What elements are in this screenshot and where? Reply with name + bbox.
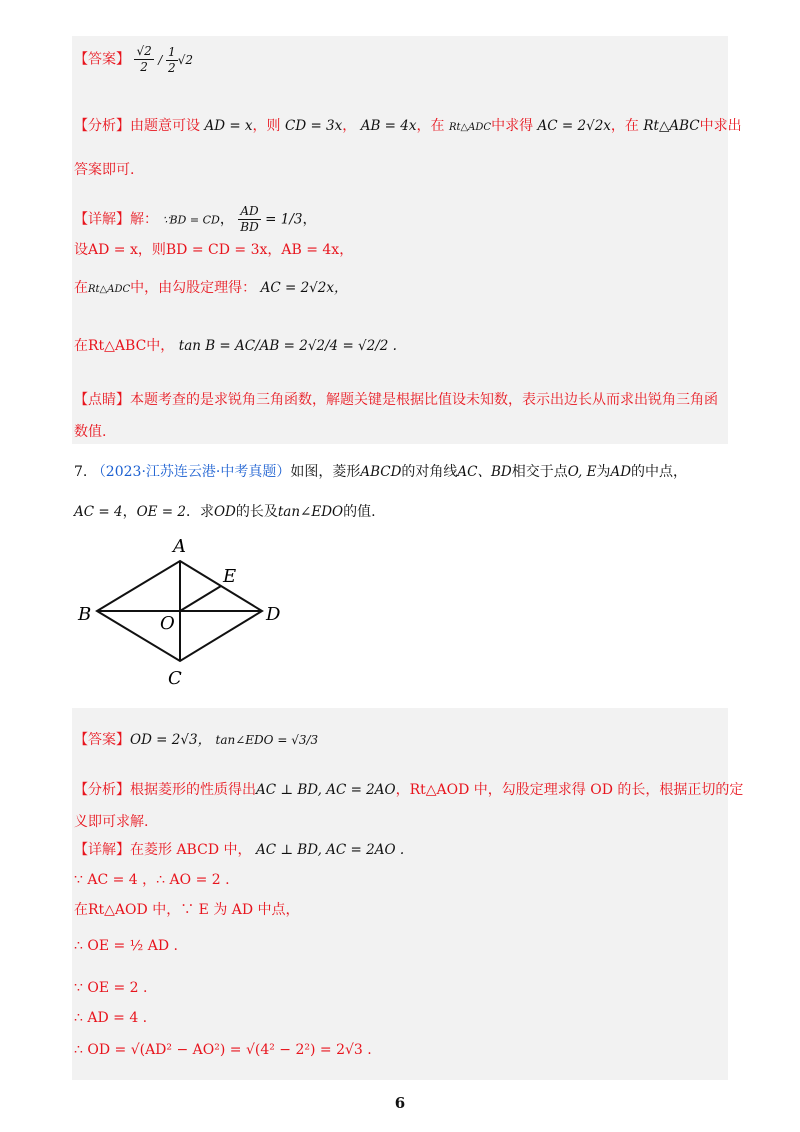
analysis-text: 中求出 [699, 118, 742, 134]
math-expr: tan∠EDO [277, 504, 344, 520]
math-expr: O, E [567, 464, 597, 480]
math-expr: OE = 2 [136, 504, 186, 520]
detail-text: 在菱形 ABCD 中， [130, 842, 252, 858]
math-expr: AC = 2√2x， [260, 280, 348, 296]
detail2-step-1: ∵ AC = 4 ，∴ AO = 2 . [74, 872, 230, 888]
analysis-label: 【分析】 [74, 782, 130, 798]
question-text: 如图，菱形 [290, 464, 361, 480]
analysis-label: 【分析】 [74, 118, 130, 134]
page-number: 6 [394, 1094, 406, 1112]
question-text: 的值. [343, 504, 376, 520]
detail2-step-4: ∵ OE = 2 . [74, 980, 148, 996]
question-text: 的中点， [631, 464, 688, 480]
math-expr: = 1/3 [265, 211, 303, 228]
analysis-text: ，Rt△AOD 中，勾股定理求得 OD 的长，根据正切的定 [395, 782, 744, 798]
math-expr: CD = 3x [285, 118, 343, 134]
comment-text: 本题考查的是求锐角三角函数，解题关键是根据比值设未知数，表示出边长从而求出锐角三角函 [130, 392, 718, 408]
question-text: ．求 [185, 504, 214, 520]
math-expr: tan B = AC/AB = 2√2/4 = √2/2 . [178, 338, 397, 354]
detail-text: 解： [130, 211, 158, 228]
analysis-line-2: 答案即可. [74, 162, 135, 178]
math-expr: AC ⊥ BD, AC = 2AO . [255, 842, 405, 858]
math-expr: Rt△ABC [643, 118, 700, 134]
question-text: 为 [596, 464, 611, 480]
analysis-text: ， [342, 118, 357, 134]
detail2-step-2 [74, 900, 300, 920]
question-source-link[interactable]: （2023·江苏连云港·中考真题） [91, 464, 291, 480]
answer-value-second: / $\frac{1}{2}$ √2 [158, 44, 193, 75]
detail-label: 【详解】 [74, 211, 130, 228]
math-expr: Rt△ADC [88, 284, 131, 295]
math-expr: AB = 4x [360, 118, 417, 134]
detail-text: 设AD = x，则BD = CD = 3x，AB = 4x， [74, 242, 354, 258]
answer2-line [74, 730, 318, 750]
analysis-text: 根据菱形的性质得出 [130, 782, 256, 798]
math-expr: ABCD [360, 464, 402, 480]
analysis-text: ，在 [416, 118, 445, 134]
analysis-text: ，在 [610, 118, 639, 134]
vertex-label-b: B [78, 604, 92, 625]
math-fraction: $\frac{AD}{BD}$ [240, 204, 259, 234]
math-expr: AC ⊥ BD, AC = 2AO [256, 782, 396, 798]
question-text: 的对角线 [401, 464, 458, 480]
math-expr: AD [610, 464, 632, 480]
math-expr: AC、BD [457, 464, 512, 480]
detail2-step-5: ∴ AD = 4 . [74, 1010, 148, 1026]
detail-text: 在Rt△AOD 中， [74, 902, 181, 918]
detail-label: 【详解】 [74, 842, 130, 858]
answer-label: 【答案】 [74, 51, 130, 68]
analysis-text: ，则 [252, 118, 281, 134]
question-number: 7. [74, 464, 88, 480]
point-label-o: O [160, 613, 175, 634]
answer-value-fraction: $\frac{√2}{2}$ [136, 44, 152, 74]
question-text: 相交于点 [511, 464, 568, 480]
question-text: 的长及 [235, 504, 278, 520]
math-expr: AD = x [204, 118, 253, 134]
comment-label: 【点睛】 [74, 392, 130, 408]
segment-oe [180, 586, 221, 611]
vertex-label-d: D [266, 604, 281, 625]
point-label-e: E [223, 566, 237, 587]
math-expr: Rt△ADC [448, 122, 492, 133]
detail-text: 在 [74, 280, 88, 296]
detail-line-1: 【详解】解： ∵BD = CD， $\frac{AD}{BD}$ = 1/3， [74, 204, 317, 234]
math-expr: AC = 2√2x [537, 118, 611, 134]
comment-line-2: 数值. [74, 424, 107, 440]
math-expr: ∵BD = CD [162, 213, 220, 227]
analysis-text: 中求得 [491, 118, 534, 134]
vertex-label-a: A [173, 536, 186, 557]
detail-text: ∵ E 为 AD 中点， [180, 902, 300, 918]
math-expr: tan∠EDO = √3/3 [215, 733, 319, 747]
detail-text: 在Rt△ABC中， [74, 338, 175, 354]
math-expr: AC = 4 [74, 504, 123, 520]
math-expr: OD = 2√3， [130, 732, 212, 748]
analysis2-line-1 [74, 780, 743, 800]
analysis-text: 由题意可设 [130, 118, 200, 134]
detail2-step-6: ∴ OD = √(AD² − AO²) = √(4² − 2²) = 2√3 . [74, 1042, 372, 1058]
analysis2-line-2: 义即可求解. [74, 814, 149, 830]
question-text: ， [122, 504, 137, 520]
detail-text: 中，由勾股定理得： [130, 280, 257, 296]
answer-label: 【答案】 [74, 732, 130, 748]
detail2-step-3: ∴ OE = ½ AD . [74, 938, 178, 954]
detail2-line-1 [74, 840, 404, 860]
vertex-label-c: C [168, 668, 182, 689]
math-expr: OD [213, 504, 236, 520]
